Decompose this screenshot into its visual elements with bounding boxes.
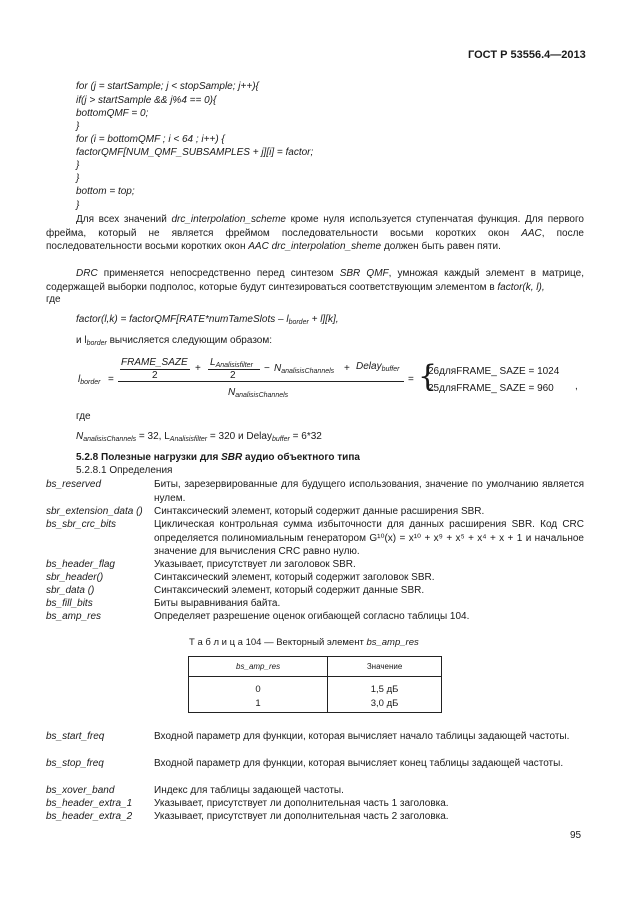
where-label: где [46,294,61,305]
plus-2: + [344,363,350,374]
code-line: } [76,121,80,132]
formula-eq1: = [108,374,114,385]
section-heading: 5.2.8 Полезные нагрузки для SBR аудио объектного типа [76,452,360,463]
definition-text: Синтаксический элемент, который содержит заголовок SBR. [154,572,435,583]
definition-term: sbr_header() [46,572,104,583]
definition-text: Индекс для таблицы задающей частоты. [154,785,344,796]
plus-1: + [195,363,201,374]
definition-term: bs_amp_res [46,611,102,622]
formula-values: $N_{analisisChannels} = 32$, $L_{Analisisfilter} = 320$ и Delay$_{buffer}$ = 6*32 [76,431,322,443]
code-line: } [76,200,80,211]
table-104 [188,656,442,713]
table-cell: 1,5 дБ [328,683,442,697]
code-line: if(j > startSample && j%4 == 0){ [76,95,217,106]
definition-text: Синтаксический элемент, который содержит данные расширения SBR. [154,506,485,517]
formula-factor: factor(l,k) = factorQMF[RATE*numTameSlots – $l_{border} + l][k]$, [76,314,339,326]
definition-text: Входной параметр для функции, которая вычисляет конец таблицы задающей частоты. [154,758,564,769]
definition-text: Указывает, присутствует ли дополнительная часть 1 заголовка. [154,798,449,809]
document-header: ГОСТ Р 53556.4—2013 [468,49,586,61]
table-header-cell: bs_amp_res [189,657,328,677]
formula-eq2: = [408,374,414,385]
definition-text: Синтаксический элемент, который содержит данные SBR. [154,585,425,596]
definition-term: bs_fill_bits [46,598,93,609]
page-number: 95 [570,830,582,841]
definition-text: Определяет разрешение оценок огибающей согласно таблицы 104. [154,611,470,622]
definition-text: Указывает, присутствует ли заголовок SBR. [154,559,356,570]
definition-text: Биты, зарезервированные для будущего использования, значение по умолчанию является нулем. [154,479,584,504]
paragraph-drc: DRC применяется непосредственно перед синтезом SBR QMF, умножая каждый элемент в матрице, содержащей выборки подполос, которые будут синтезироваться соответствующим элементом в factor(k, l), [46,268,584,293]
code-line: factorQMF[NUM_QMF_SUBSAMPLES + j][i] = factor; [76,147,314,158]
table-row [189,683,442,697]
case-2: 25дляFRAME_ SAZE = 960 [428,383,554,394]
definition-term: bs_header_extra_1 [46,798,133,809]
code-line: } [76,160,80,171]
definition-term: bs_header_extra_2 [46,811,133,822]
table-cell: 0 [189,683,328,697]
where-label-2: где [76,411,91,422]
definition-term: bs_xover_band [46,785,115,796]
minus: − [264,363,270,374]
main-fraction-line [118,381,404,382]
definition-text: Циклическая контрольная сумма избыточности для данных расширения SBR. Код CRC определяется полиномиальным генератором G¹⁰(x) = x¹⁰ + x⁹ + x⁵ + x⁴ + x + 1 и начальное значение для вычисления CRC равно нулю. [154,519,584,557]
n-term: $N_{analisisChannels}$ [274,363,335,375]
code-line: for (j = startSample; j < stopSample; j++){ [76,81,259,92]
code-line: bottom = top; [76,186,135,197]
definition-term: sbr_extension_data () [46,506,143,517]
paragraph-interpolation: Для всех значений drc_interpolation_scheme кроме нуля используется ступенчатая функция. Для первого фрейма, который не является фреймом последовательности восьми коротких окон AAC, после последовательности восьми коротких окон AAC drc_interpolation_sheme должен быть равен пяти. [46,214,584,252]
definition-term: bs_stop_freq [46,758,104,769]
den-a: 2 [152,370,158,381]
denominator: $N_{analisisChannels}$ [228,387,289,399]
formula-intro: и $l_{border}$ вычисляется следующим образом: [76,335,273,347]
case-1: 26дляFRAME_ SAZE = 1024 [428,366,560,377]
definition-term: bs_start_freq [46,731,105,742]
cases-brace: { [418,359,438,394]
definition-text: Входной параметр для функции, которая вычисляет начало таблицы задающей частоты. [154,731,570,742]
definition-term: sbr_data () [46,585,95,596]
formula-comma: , [575,381,578,392]
num-b: $L_{Analisisfilter}$ [210,357,253,369]
definition-term: bs_reserved [46,479,102,490]
num-a: FRAME_SAZE [121,357,188,368]
table-cell: 1 [189,697,328,713]
subsection-heading: 5.2.8.1 Определения [76,465,173,476]
definition-term: bs_header_flag [46,559,115,570]
formula-lhs: $l_{border}$ [78,374,101,386]
table-cell: 3,0 дБ [328,697,442,713]
delay-term: Delay$_{buffer}$ [356,361,400,373]
den-b: 2 [230,370,236,381]
code-line: for (i = bottomQMF ; i < 64 ; i++) { [76,134,225,145]
definition-term: bs_sbr_crc_bits [46,519,117,530]
code-line: } [76,173,80,184]
table-row [189,697,442,713]
code-line: bottomQMF = 0; [76,108,149,119]
definition-text: Указывает, присутствует ли дополнительная часть 2 заголовка. [154,811,449,822]
table-caption: Т а б л и ц а 104 — Векторный элемент bs_amp_res [189,637,419,648]
table-header-cell: Значение [328,657,442,677]
definition-text: Биты выравнивания байта. [154,598,281,609]
